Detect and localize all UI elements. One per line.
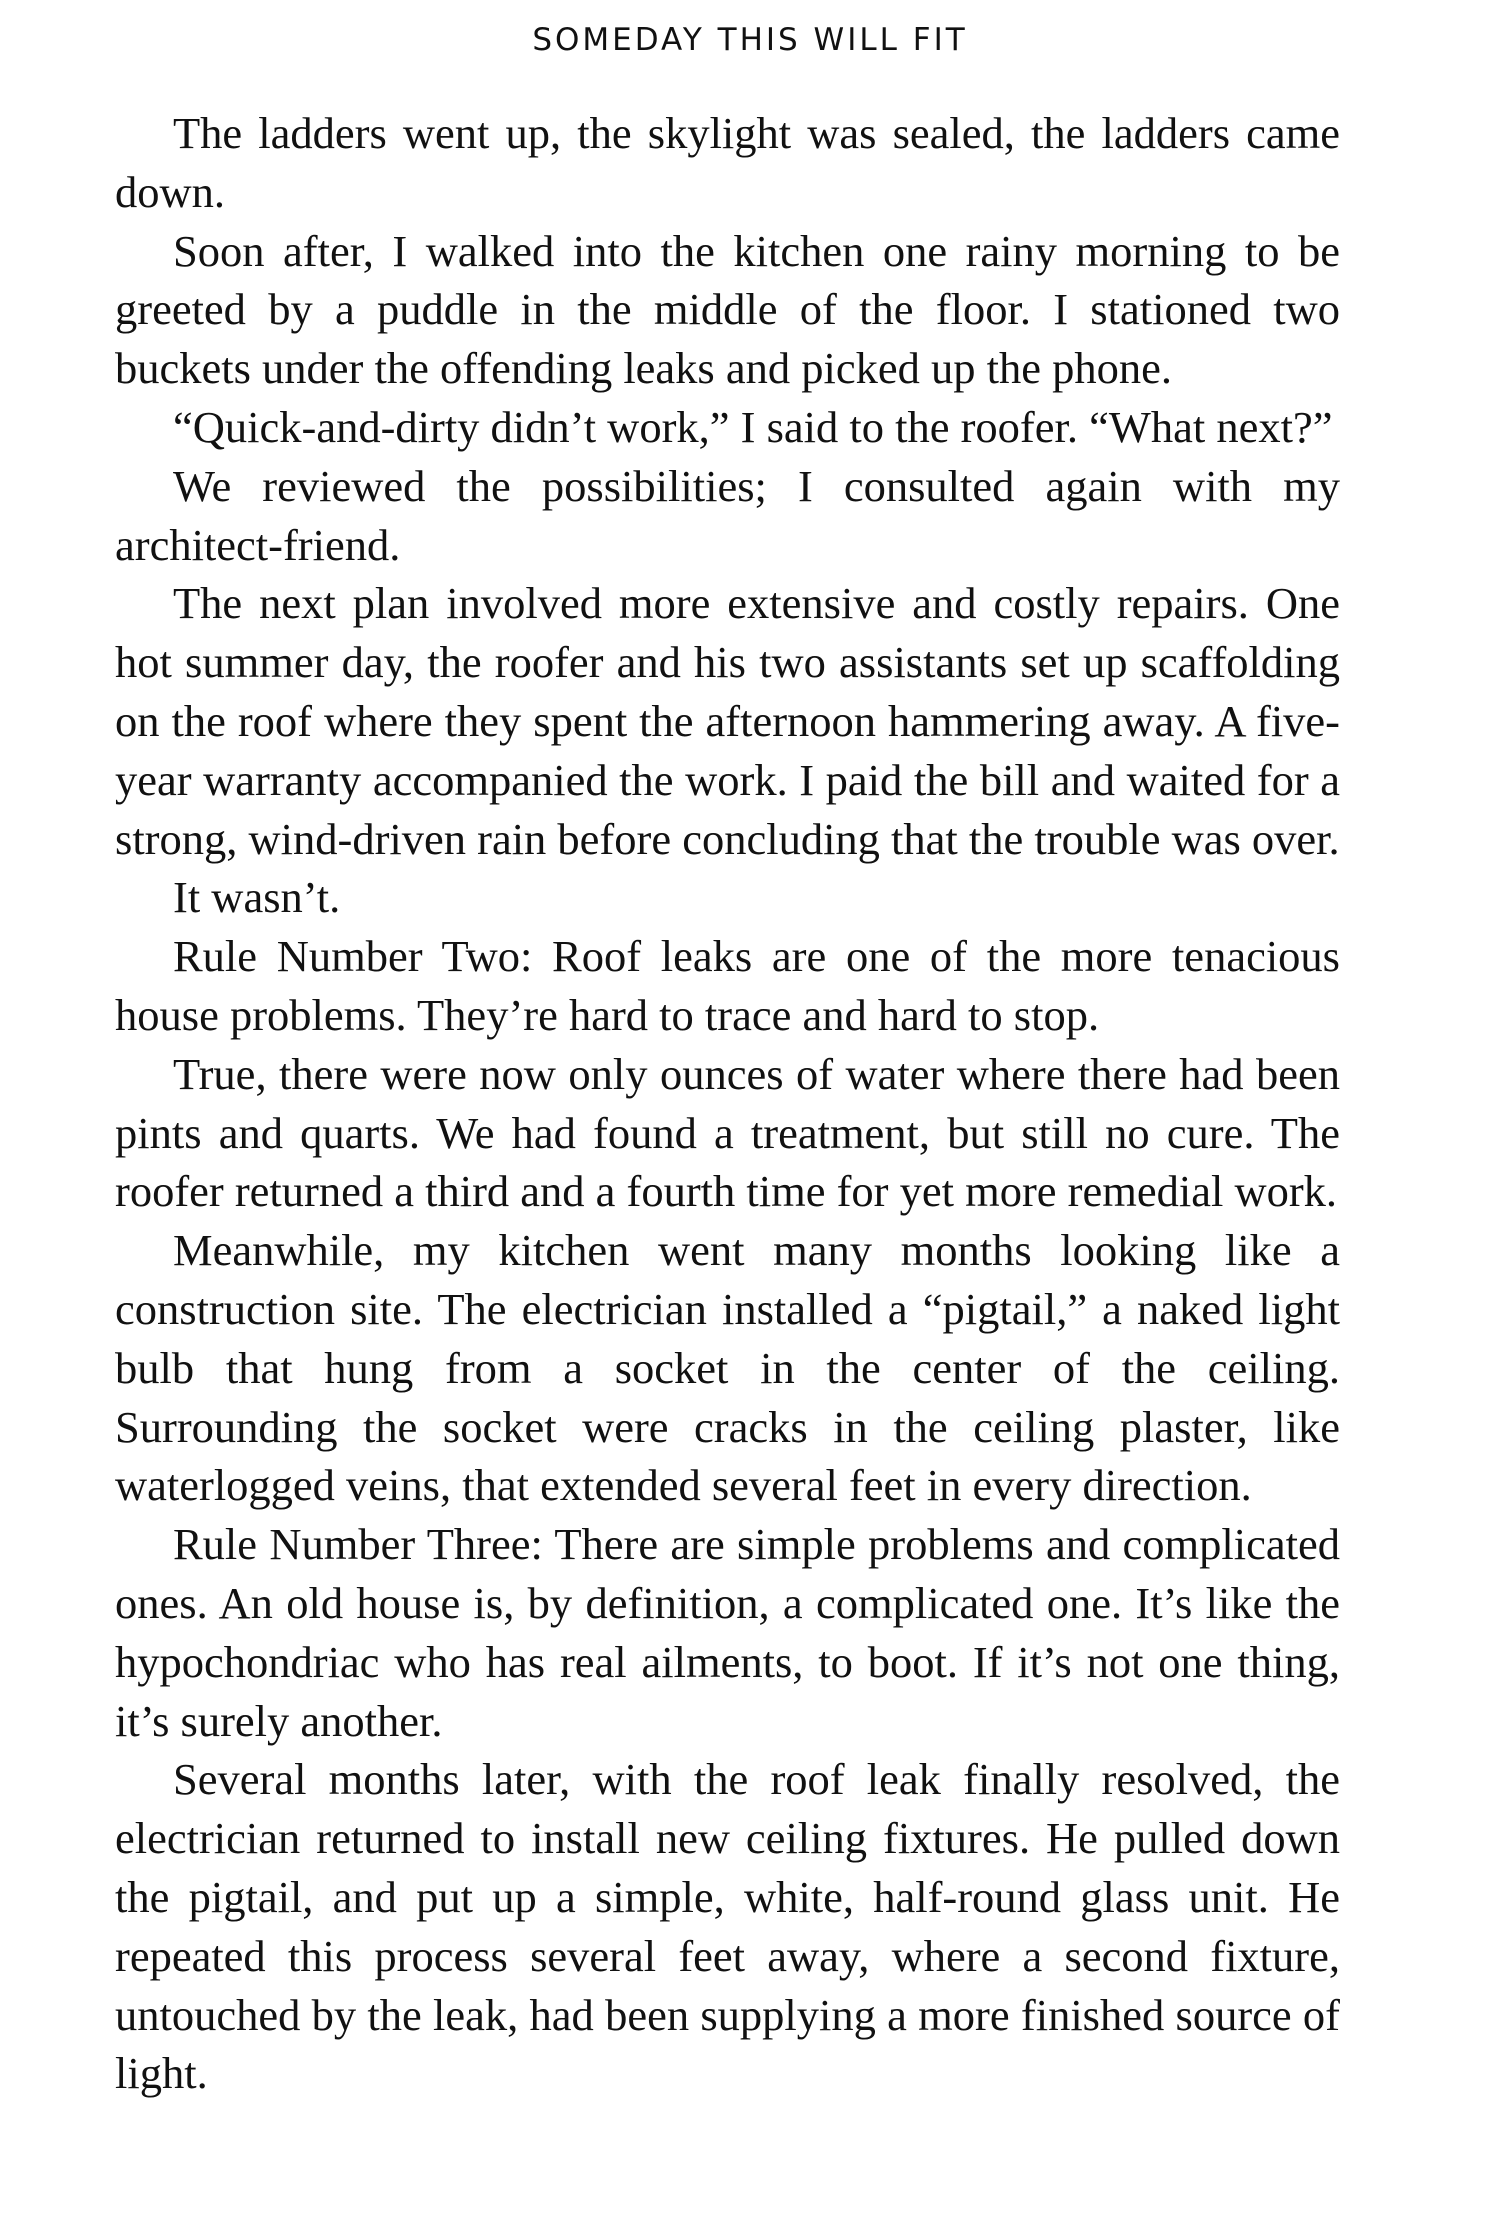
body-text bbox=[115, 104, 1340, 2103]
paragraph: The ladders went up, the skylight was sealed, the ladders came down. bbox=[115, 108, 1340, 217]
running-head: SOMEDAY THIS WILL FIT bbox=[532, 22, 968, 58]
paragraph: We reviewed the possibilities; I consulted again with my architect-friend. bbox=[115, 460, 1340, 570]
paragraph: Rule Number Three: There are simple problems and complicated ones. An old house is, by definition, a complicated one. It’s like the hypochondriac who has real ailments, to boot. If it’s not one thing, it’s surely another. bbox=[115, 1519, 1340, 1746]
paragraph: Soon after, I walked into the kitchen one rainy morning to be greeted by a puddle in the middle of the floor. I stationed two buckets under the offending leaks and picked up the phone. bbox=[115, 225, 1340, 394]
paragraph: “Quick-and-dirty didn’t work,” I said to the roofer. “What next?” bbox=[173, 401, 1333, 452]
paragraph: Rule Number Two: Roof leaks are one of the more tenacious house problems. They’re hard to trace and hard to stop. bbox=[115, 931, 1340, 1040]
paragraph: Several months later, with the roof leak finally resolved, the electrician returned to install new ceiling fixtures. He pulled down the pigtail, and put up a simple, white, half-round glass unit. He repeated this process several feet away, where a second fixture, untouched by the leak, had been supplying a more finished source of light. bbox=[115, 1754, 1340, 2099]
paragraph: The next plan involved more extensive and costly repairs. One hot summer day, the roofer and his two assistants set up scaffolding on the roof where they spent the afternoon hammering away. A five-year warranty accompanied the work. I paid the bill and waited for a strong, wind-driven rain before concluding that the trouble was over. bbox=[115, 578, 1340, 864]
paragraph: True, there were now only ounces of water where there had been pints and quarts. We had found a treatment, but still no cure. The roofer returned a third and a fourth time for yet more remedial work. bbox=[115, 1048, 1340, 1217]
paragraph: It wasn’t. bbox=[173, 872, 341, 923]
paragraph: Meanwhile, my kitchen went many months looking like a construction site. The electrician installed a “pigtail,” a naked light bulb that hung from a socket in the center of the ceiling. Surrounding the socket were cracks in the ceiling plaster, like waterlogged veins, that extended several feet in every direction. bbox=[115, 1225, 1340, 1511]
